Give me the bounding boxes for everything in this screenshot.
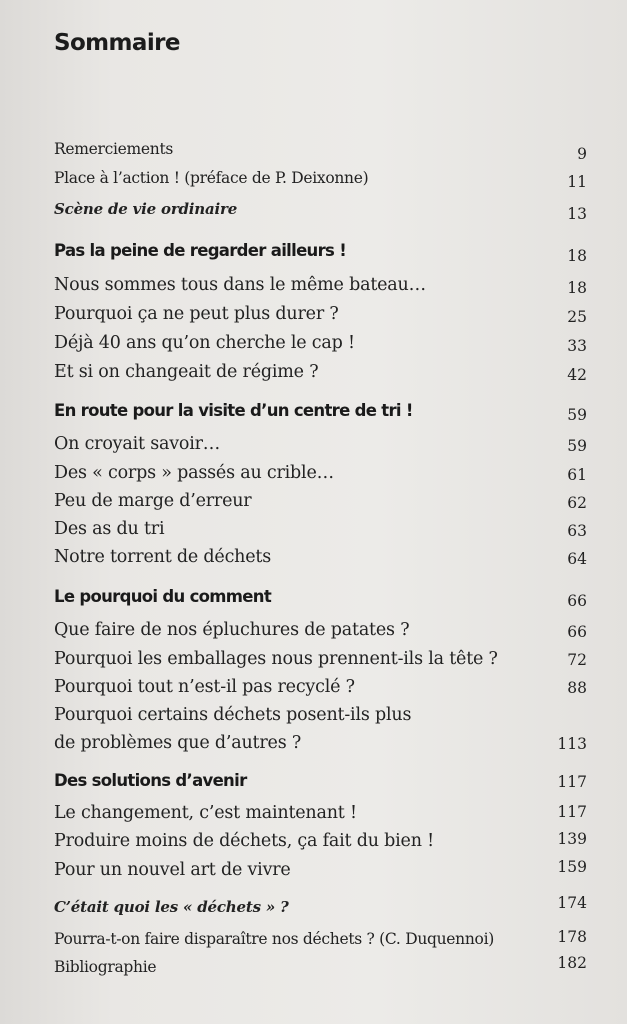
toc-entry-label: Des solutions d’avenir (54, 771, 247, 790)
toc-entry-label: Produire moins de déchets, ça fait du bien ! (54, 831, 434, 851)
toc-page-number: 11 (567, 173, 587, 191)
toc-entry-label: Place à l’action ! (préface de P. Deixonne) (54, 169, 369, 187)
toc-entry-label: Notre torrent de déchets (54, 547, 272, 567)
toc-page-number: 139 (557, 830, 587, 848)
toc-entry-label: Pas la peine de regarder ailleurs ! (54, 241, 347, 260)
toc-page-number: 66 (567, 623, 587, 641)
page-title: Sommaire (54, 30, 180, 56)
toc-page-number: 117 (557, 773, 587, 791)
toc-page-number: 178 (557, 928, 587, 946)
toc-entry-label: Des as du tri (54, 519, 165, 539)
toc-page-number: 174 (557, 894, 587, 912)
toc-page-number: 182 (557, 954, 587, 972)
toc-entry-label: Pour un nouvel art de vivre (54, 860, 291, 880)
toc-page-number: 62 (567, 494, 587, 512)
toc-entry-label: Pourquoi certains déchets posent-ils plus (54, 705, 412, 725)
toc-entry-label: Bibliographie (54, 958, 157, 976)
toc-entry-label: Et si on changeait de régime ? (54, 362, 319, 382)
toc-page-number: 25 (567, 308, 587, 326)
toc-page-number: 18 (567, 247, 587, 265)
toc-entry-label: Le pourquoi du comment (54, 587, 272, 606)
toc-entry-label: Des « corps » passés au crible… (54, 463, 334, 483)
toc-page-number: 13 (567, 205, 587, 223)
toc-page-number: 18 (567, 279, 587, 297)
toc-page-number: 61 (567, 466, 587, 484)
toc-page-number: 72 (567, 651, 587, 669)
toc-entry-label: On croyait savoir… (54, 434, 221, 454)
toc-entry-label: C’était quoi les « déchets » ? (54, 898, 289, 916)
toc-page-number: 33 (567, 337, 587, 355)
toc-entry-label: Pourquoi les emballages nous prennent-ils la tête ? (54, 649, 498, 669)
toc-entry-label: Le changement, c’est maintenant ! (54, 803, 357, 823)
toc-page-number: 66 (567, 592, 587, 610)
toc-page-number: 42 (567, 366, 587, 384)
toc-page-number: 64 (567, 550, 587, 568)
toc-entry-label: En route pour la visite d’un centre de tri ! (54, 401, 413, 420)
toc-entry-label: Pourquoi ça ne peut plus durer ? (54, 304, 339, 324)
toc-entry-label: Que faire de nos épluchures de patates ? (54, 620, 410, 640)
toc-entry-label: Scène de vie ordinaire (54, 200, 238, 218)
toc-page-number: 159 (557, 858, 587, 876)
toc-entry-label: Pourra-t-on faire disparaître nos déchets ? (C. Duquennoi) (54, 930, 494, 948)
toc-page-number: 9 (577, 145, 587, 163)
toc-entry-label: Remerciements (54, 140, 174, 158)
toc-entry-label: Peu de marge d’erreur (54, 491, 252, 511)
toc-page-number: 117 (557, 803, 587, 821)
toc-page-number: 113 (557, 735, 587, 753)
toc-page-number: 63 (567, 522, 587, 540)
toc-page-number: 88 (567, 679, 587, 697)
toc-page-number: 59 (567, 406, 587, 424)
toc-entry-label: Nous sommes tous dans le même bateau… (54, 275, 426, 295)
toc-entry-label: Pourquoi tout n’est-il pas recyclé ? (54, 677, 355, 697)
toc-entry-label: de problèmes que d’autres ? (54, 733, 302, 753)
toc-page-number: 59 (567, 437, 587, 455)
toc-entry-label: Déjà 40 ans qu’on cherche le cap ! (54, 333, 355, 353)
